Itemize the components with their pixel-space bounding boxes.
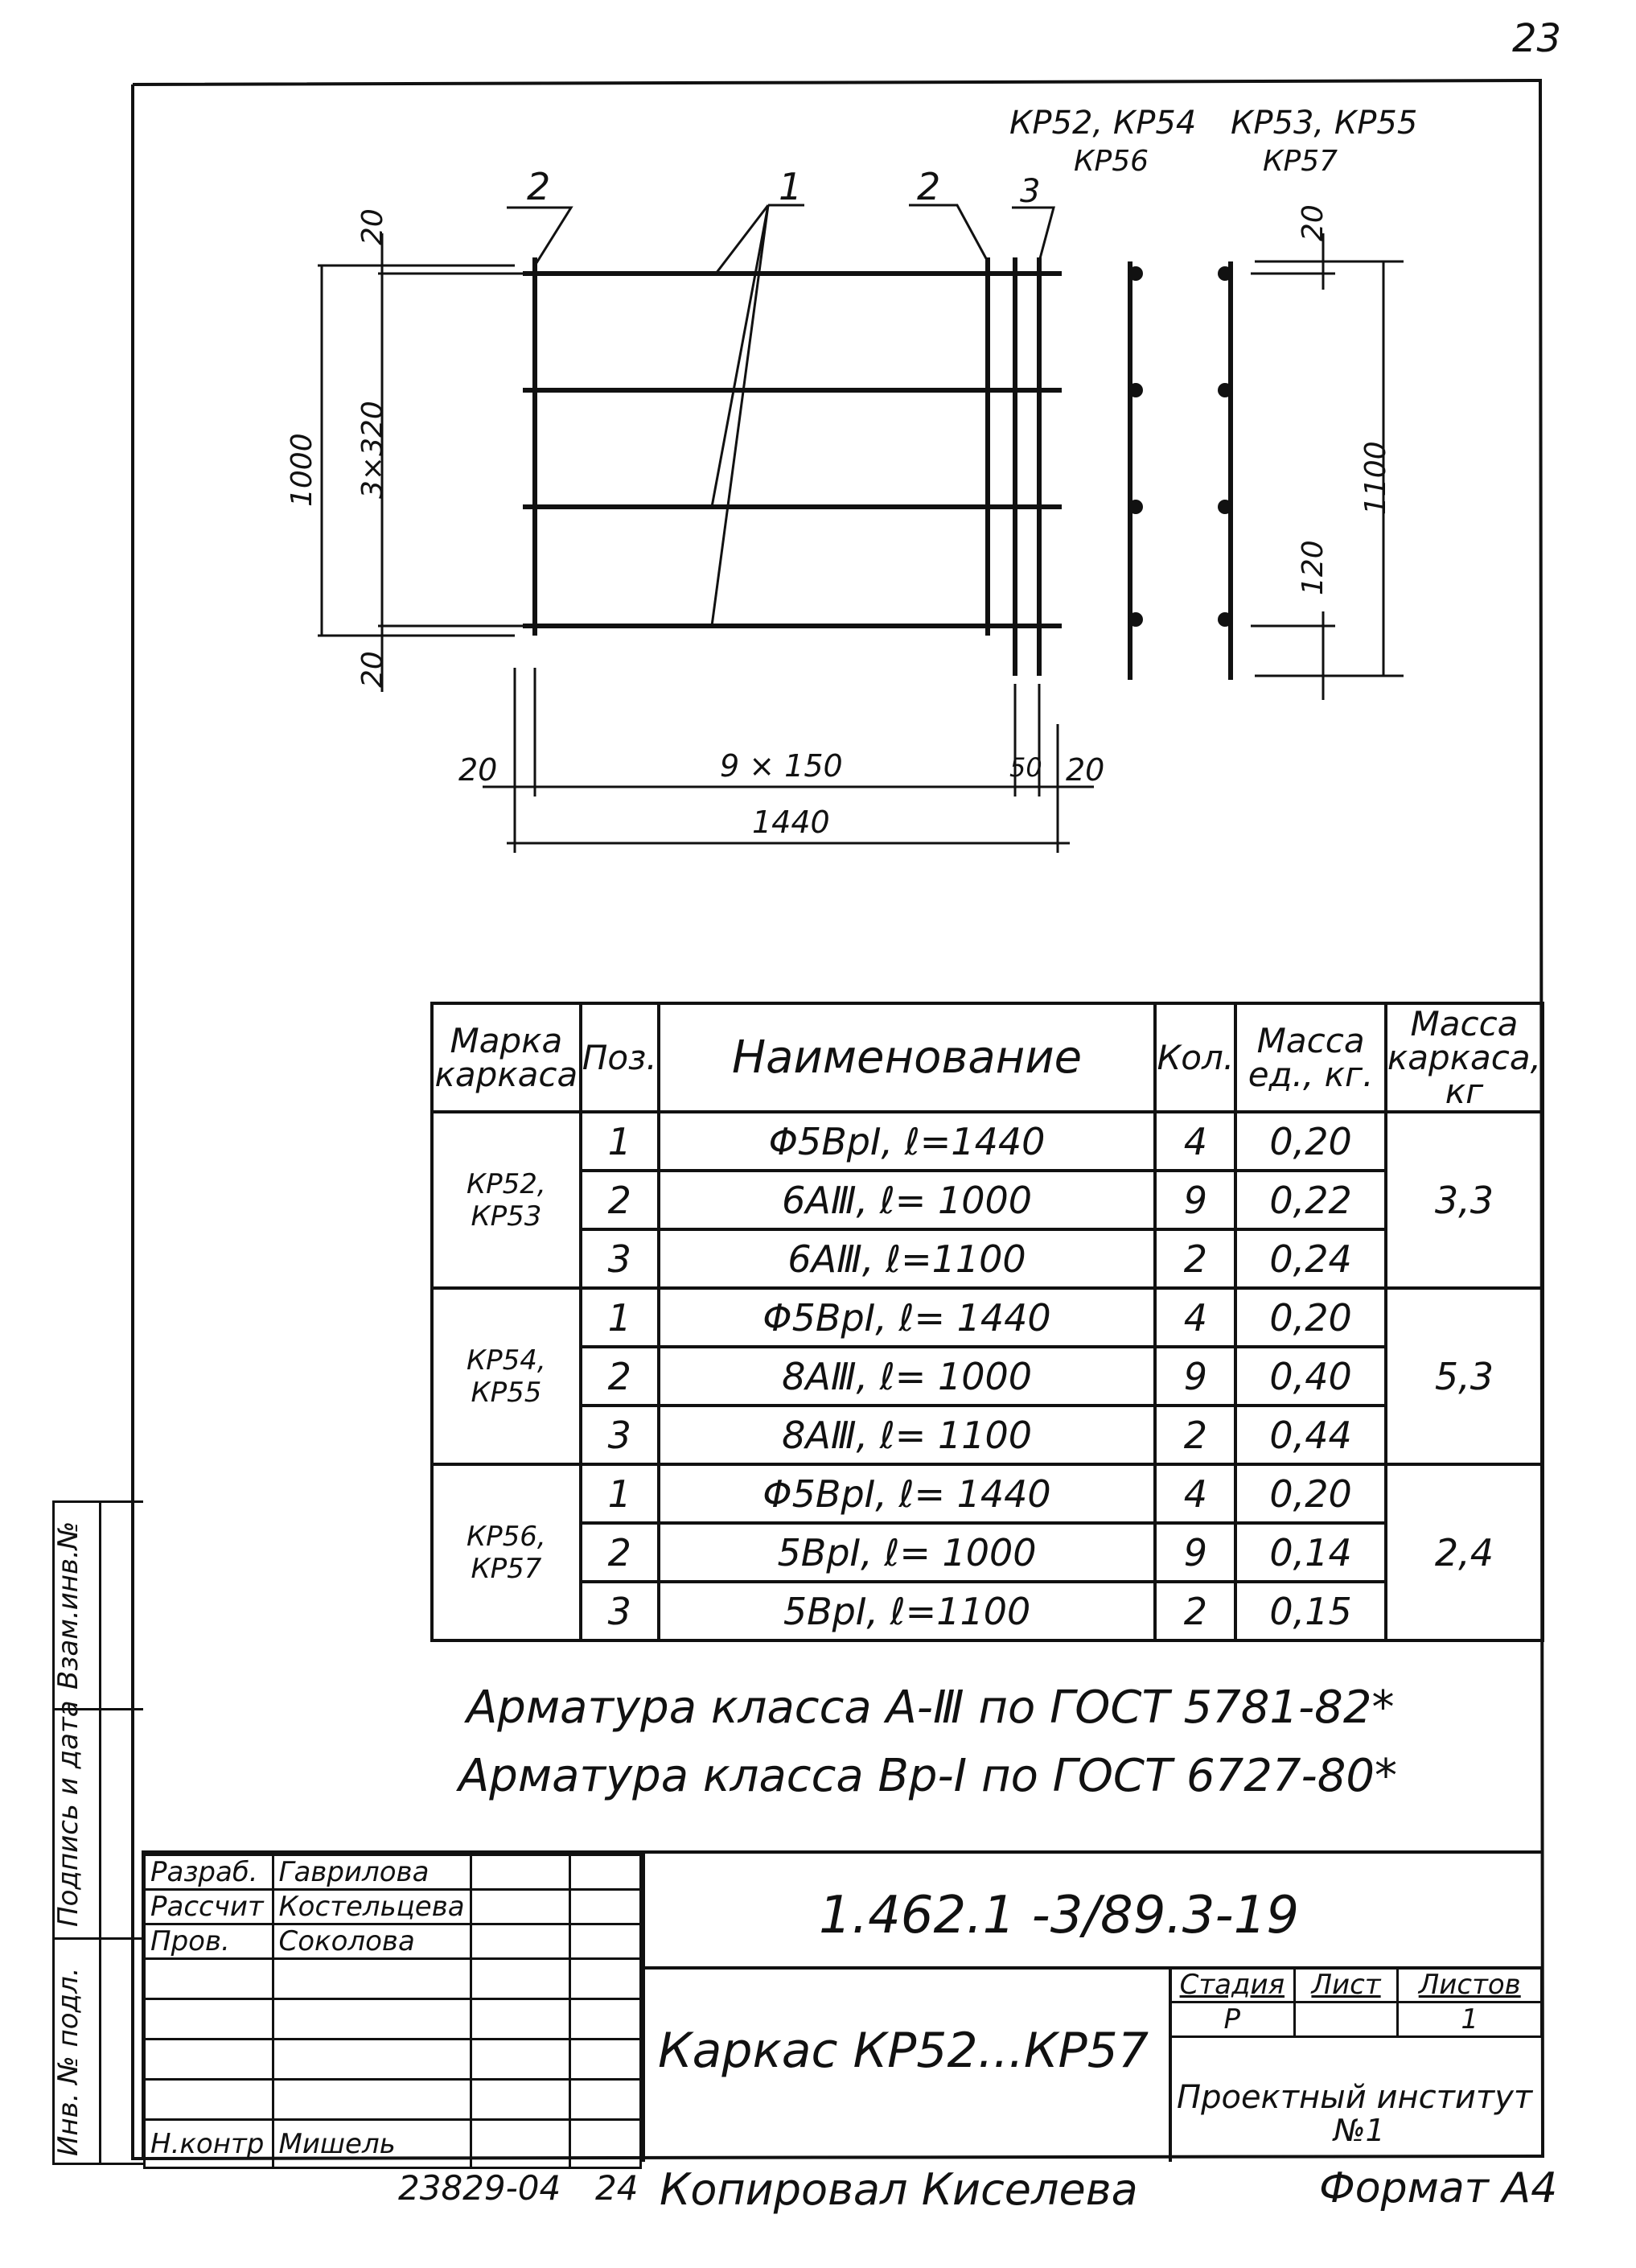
sheet-header: Лист <box>1294 1968 1398 2003</box>
cell-pos: 3 <box>581 1406 659 1464</box>
side-view-dots <box>1128 266 1232 627</box>
dim-bottom-20-left: 20 <box>356 651 389 688</box>
sheet-value <box>1294 2003 1398 2037</box>
dim-top-20-right: 20 <box>1297 204 1330 241</box>
header-unit-mass: Масса ед., кг. <box>1235 1003 1386 1112</box>
cell-mass: 0,22 <box>1235 1171 1386 1229</box>
note-2: Арматура класса Вр-Ⅰ по ГОСТ 6727-80* <box>458 1750 1398 1802</box>
cell-qty: 4 <box>1155 1112 1235 1171</box>
header-qty: Кол. <box>1155 1003 1235 1112</box>
group-frame-mass: 2,4 <box>1386 1464 1543 1640</box>
side-sign-date: Подпись и дата <box>52 1700 84 1927</box>
table-row <box>432 1523 1543 1582</box>
group-mark: КР54, КР55 <box>432 1288 581 1464</box>
cell-mass: 0,40 <box>1235 1347 1386 1406</box>
cell-pos: 3 <box>581 1582 659 1640</box>
cell-mass: 0,20 <box>1235 1464 1386 1523</box>
table-row <box>432 1288 1543 1347</box>
dim-height-1100: 1100 <box>1359 441 1392 515</box>
table-row <box>432 1406 1543 1464</box>
group-label-2: КР56 <box>1074 145 1149 178</box>
stage-value: Р <box>1170 2003 1295 2037</box>
leaders <box>507 205 1054 626</box>
group-label-1: КР52, КР54 <box>1009 105 1197 142</box>
dim-bottom-20: 20 <box>458 752 498 788</box>
footer-copied-by: Копировал Киселева <box>660 2164 1138 2215</box>
stage-table <box>1169 1966 1543 2038</box>
header-name: Наименование <box>659 1003 1156 1112</box>
drawing-title: Каркас КР52...КР57 <box>658 2023 1149 2079</box>
footer-format: Формат А4 <box>1319 2164 1558 2212</box>
side-inv-orig: Инв. № подл. <box>52 1967 84 2156</box>
cell-pos: 2 <box>581 1171 659 1229</box>
table-row <box>432 1171 1543 1229</box>
dim-span: 9 × 150 <box>720 748 843 784</box>
roles-table <box>143 1854 642 2169</box>
role-name: Соколова <box>273 1924 471 1959</box>
role-signature <box>471 1855 569 1890</box>
cell-qty: 9 <box>1155 1171 1235 1229</box>
role-label: Пров. <box>145 1924 273 1959</box>
role-name: Костельцева <box>273 1890 471 1924</box>
role-signature <box>471 2120 569 2168</box>
organization-line-1: Проектный институт <box>1177 2079 1533 2116</box>
table-row <box>432 1347 1543 1406</box>
role-label: Разраб. <box>145 1855 273 1890</box>
group-mark: КР56, КР57 <box>432 1464 581 1640</box>
cell-mass: 0,14 <box>1235 1523 1386 1582</box>
cell-name: 5ВрⅠ, ℓ=1100 <box>659 1582 1156 1640</box>
dim-length-1440: 1440 <box>752 805 830 840</box>
group-label-4: КР57 <box>1263 145 1338 178</box>
title-block <box>143 1850 1543 2162</box>
header-mark: Марка каркаса <box>432 1003 581 1112</box>
dim-rows: 3×320 <box>356 401 389 499</box>
note-1: Арматура класса А-Ⅲ по ГОСТ 5781-82* <box>467 1681 1395 1734</box>
role-name: Гаврилова <box>273 1855 471 1890</box>
role-label: Рассчит <box>145 1890 273 1924</box>
side-replaces: Взам.инв.№ <box>52 1521 84 1690</box>
dim-height-1000: 1000 <box>286 433 319 507</box>
position-3: 3 <box>1020 173 1041 210</box>
cell-mass: 0,20 <box>1235 1112 1386 1171</box>
position-2-left: 2 <box>527 165 551 208</box>
cell-name: Φ5ВрⅠ, ℓ=1440 <box>659 1112 1156 1171</box>
longitudinal-bars <box>523 274 1062 626</box>
sheets-value: 1 <box>1398 2003 1542 2037</box>
table-row <box>432 1464 1543 1523</box>
cell-mass: 0,24 <box>1235 1229 1386 1288</box>
table-row <box>432 1229 1543 1288</box>
role-name: Мишель <box>273 2120 471 2168</box>
role-signature <box>471 1890 569 1924</box>
page-number: 23 <box>1512 16 1562 61</box>
footer-page: 24 <box>595 2168 639 2208</box>
dim-lines-left <box>318 233 523 692</box>
group-frame-mass: 5,3 <box>1386 1288 1543 1464</box>
cell-qty: 4 <box>1155 1288 1235 1347</box>
organization-line-2: №1 <box>1334 2113 1385 2148</box>
footer-code: 23829-04 <box>398 2168 561 2208</box>
dim-right-20: 20 <box>1066 752 1105 788</box>
table-row <box>432 1112 1543 1171</box>
dim-top-20-left: 20 <box>356 208 389 245</box>
cell-pos: 2 <box>581 1347 659 1406</box>
cell-qty: 9 <box>1155 1347 1235 1406</box>
group-frame-mass: 3,3 <box>1386 1112 1543 1288</box>
cell-name: 6АⅢ, ℓ=1100 <box>659 1229 1156 1288</box>
cell-qty: 2 <box>1155 1406 1235 1464</box>
dim-offset-120: 120 <box>1297 540 1330 595</box>
spec-header-row <box>432 1003 1543 1112</box>
header-frame-mass: Масса каркаса, кг <box>1386 1003 1543 1112</box>
spec-table <box>430 1002 1544 1642</box>
cell-pos: 1 <box>581 1288 659 1347</box>
cell-pos: 2 <box>581 1523 659 1582</box>
position-1: 1 <box>779 165 803 208</box>
cell-qty: 9 <box>1155 1523 1235 1582</box>
cell-name: 8АⅢ, ℓ= 1100 <box>659 1406 1156 1464</box>
cell-name: 6АⅢ, ℓ= 1000 <box>659 1171 1156 1229</box>
stage-header: Стадия <box>1170 1968 1295 2003</box>
position-2-right: 2 <box>917 165 941 208</box>
dim-gap-50: 50 <box>1009 752 1042 783</box>
role-label: Н.контр <box>145 2120 273 2168</box>
side-views <box>1130 261 1231 680</box>
cell-qty: 2 <box>1155 1582 1235 1640</box>
cell-pos: 1 <box>581 1464 659 1523</box>
role-signature <box>471 1924 569 1959</box>
table-row <box>432 1582 1543 1640</box>
cell-mass: 0,15 <box>1235 1582 1386 1640</box>
cell-name: 8АⅢ, ℓ= 1000 <box>659 1347 1156 1406</box>
transverse-bars <box>535 257 1039 676</box>
cell-mass: 0,44 <box>1235 1406 1386 1464</box>
doc-code: 1.462.1 -3/89.3-19 <box>819 1886 1300 1945</box>
group-mark: КР52, КР53 <box>432 1112 581 1288</box>
cell-name: 5ВрⅠ, ℓ= 1000 <box>659 1523 1156 1582</box>
cell-qty: 4 <box>1155 1464 1235 1523</box>
cell-name: Φ5ВрⅠ, ℓ= 1440 <box>659 1464 1156 1523</box>
group-label-3: КР53, КР55 <box>1231 105 1418 142</box>
cell-pos: 1 <box>581 1112 659 1171</box>
cell-name: Φ5ВрⅠ, ℓ= 1440 <box>659 1288 1156 1347</box>
cell-pos: 3 <box>581 1229 659 1288</box>
cell-qty: 2 <box>1155 1229 1235 1288</box>
header-pos: Поз. <box>581 1003 659 1112</box>
cell-mass: 0,20 <box>1235 1288 1386 1347</box>
sheets-header: Листов <box>1398 1968 1542 2003</box>
